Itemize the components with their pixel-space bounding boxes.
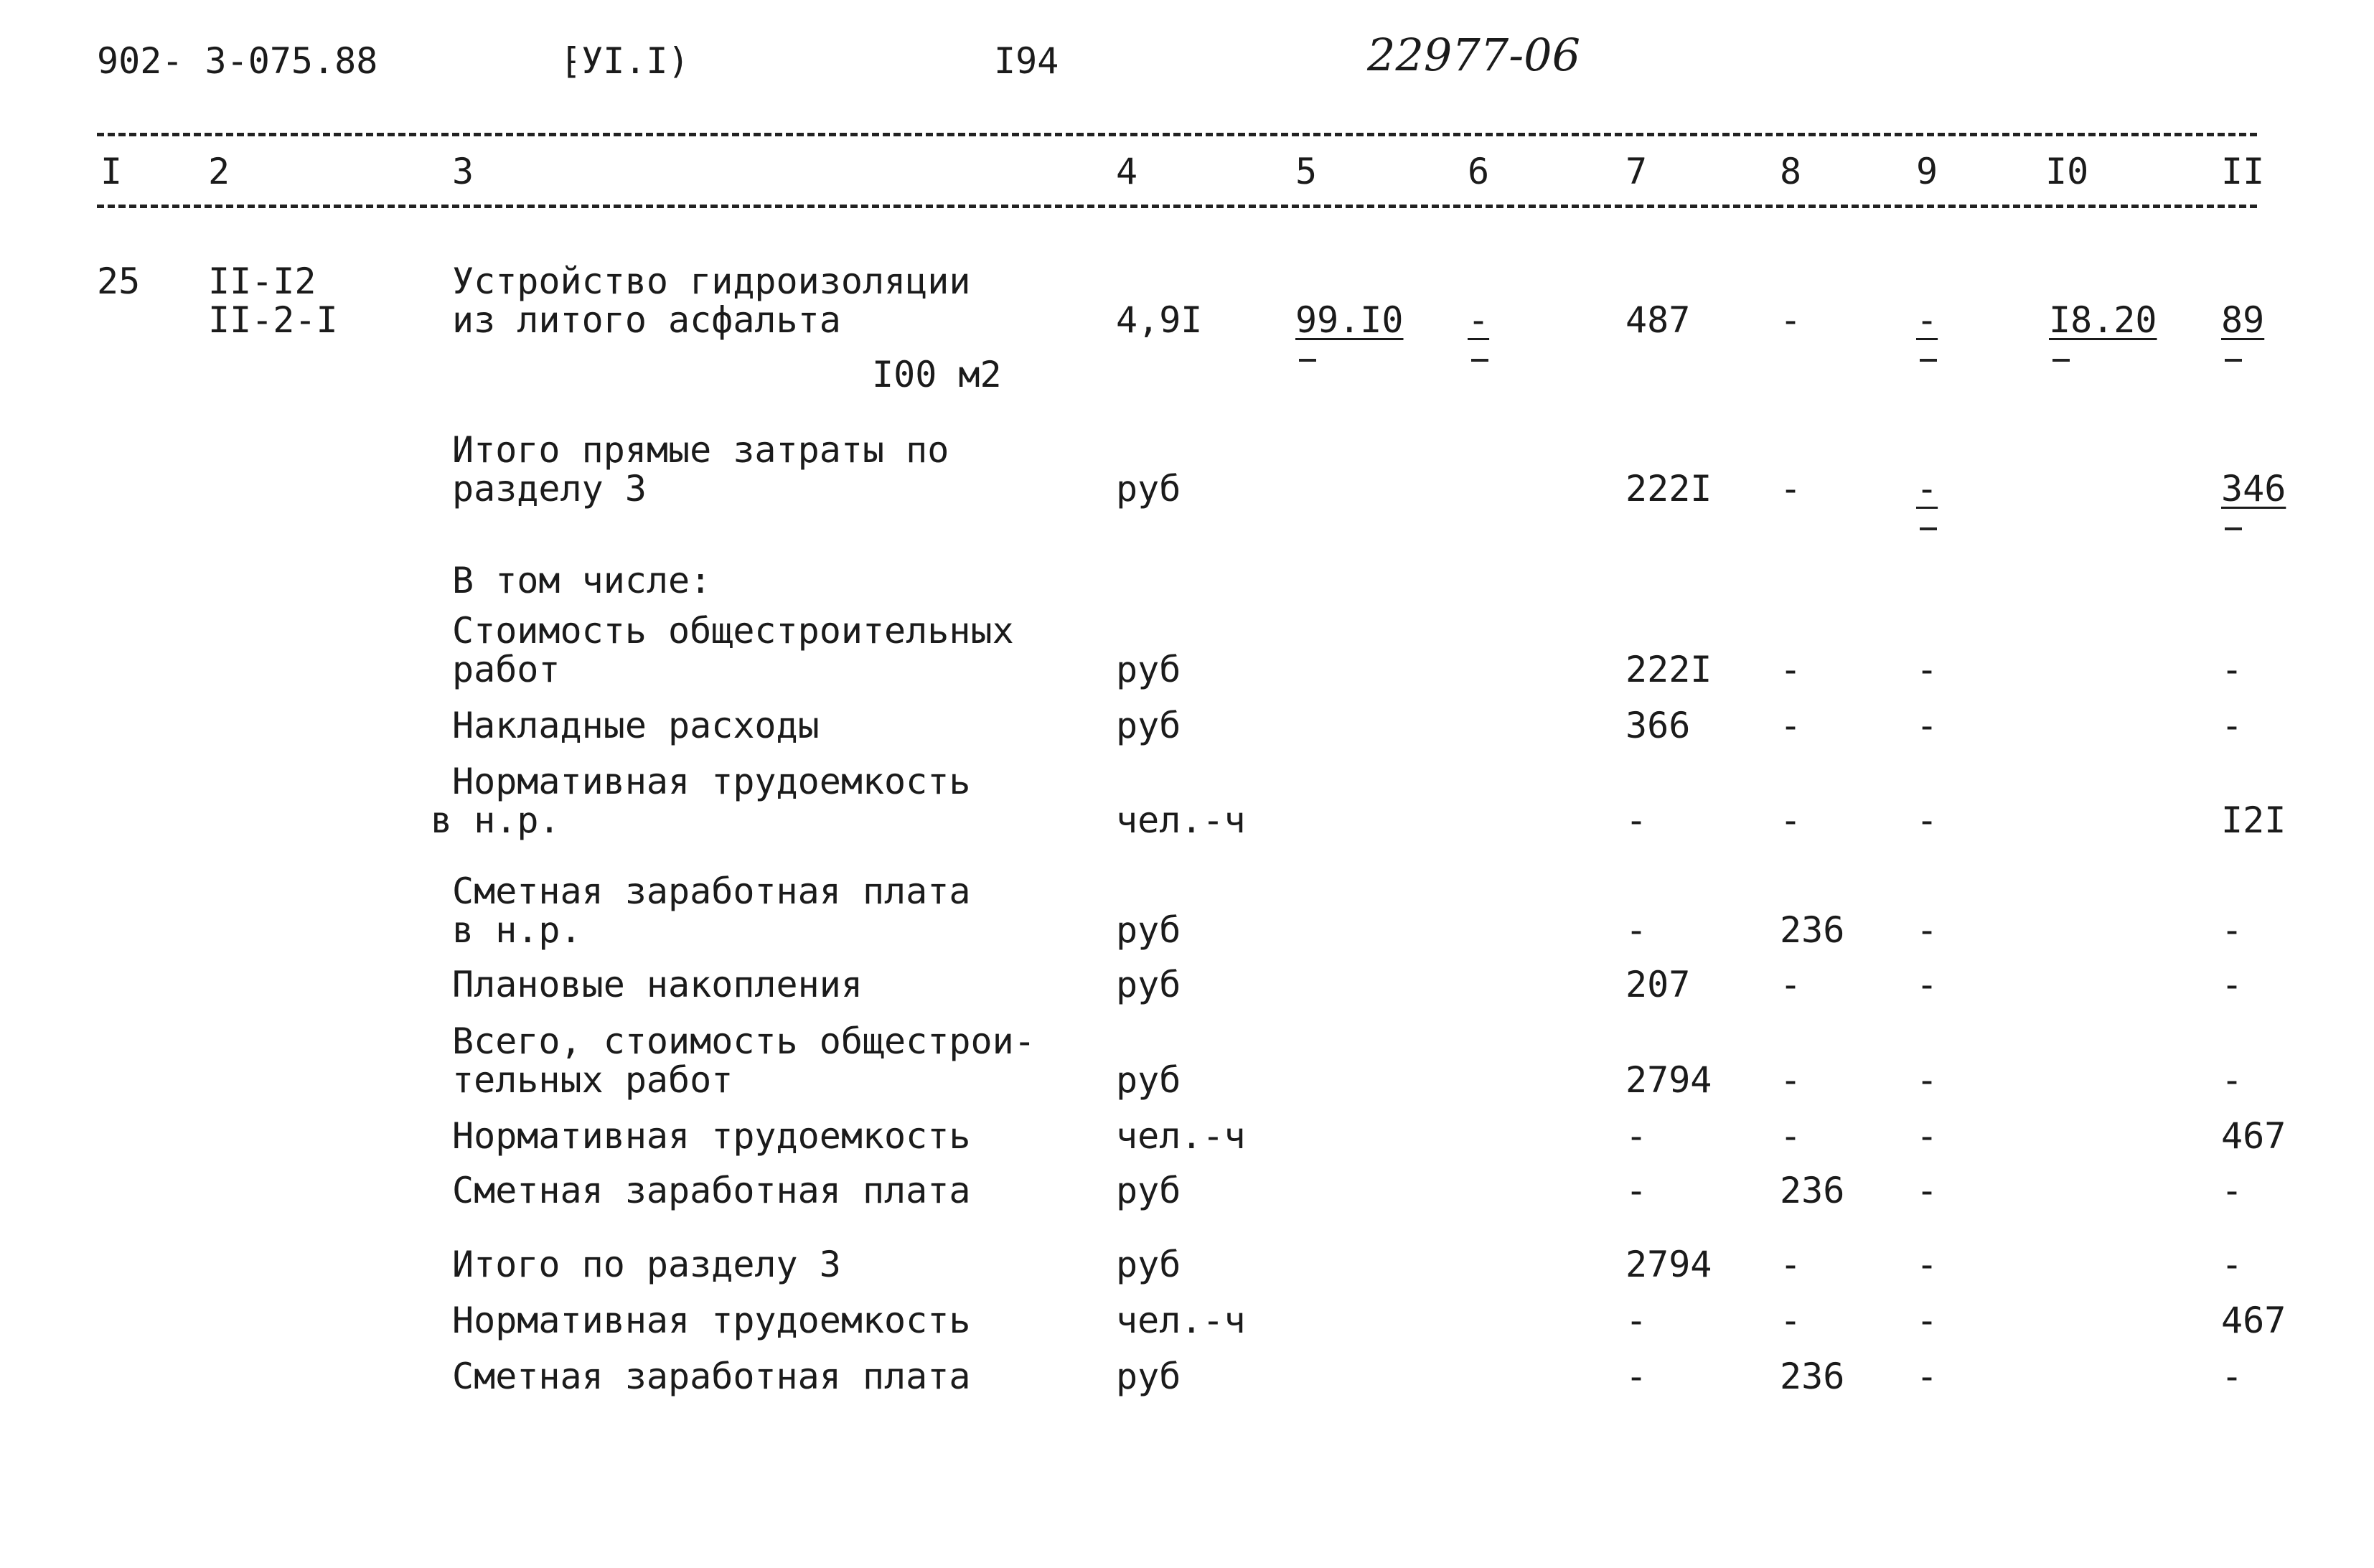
row-label: Итого прямые затраты по	[452, 429, 949, 471]
cell-col8: 236	[1780, 1356, 1845, 1397]
cell-col7: -	[1625, 1115, 1648, 1157]
cell-col7: -	[1625, 799, 1648, 841]
cell-col9: -	[1916, 468, 1938, 510]
row-label: Сметная заработная плата	[452, 1356, 971, 1397]
cell-col8: 236	[1780, 909, 1845, 951]
cell-col5: 99.I0	[1295, 299, 1404, 341]
sub-dash	[2052, 359, 2070, 362]
row-unit: чел.-ч	[1116, 1115, 1246, 1157]
row-unit: руб	[1116, 1356, 1181, 1397]
cell-col9: -	[1916, 705, 1938, 746]
cell-col8: -	[1780, 649, 1802, 690]
row-label: Сметная заработная плата	[452, 1170, 971, 1211]
cell-col8: -	[1780, 1244, 1802, 1285]
cell-col8: -	[1780, 468, 1802, 510]
cell-col11: -	[2221, 705, 2243, 746]
cell-col8: -	[1780, 299, 1802, 341]
item-code: II-I2	[208, 260, 316, 302]
col-header-4: 4	[1116, 151, 1138, 192]
cell-col7: 366	[1625, 705, 1691, 746]
col-header-9: 9	[1916, 151, 1938, 192]
cell-col11: -	[2221, 1244, 2243, 1285]
cell-col9: -	[1916, 1300, 1938, 1341]
cell-col11: 89	[2221, 299, 2265, 341]
cell-col11: -	[2221, 1059, 2243, 1101]
cell-col8: -	[1780, 964, 1802, 1005]
row-label: Сметная заработная плата	[452, 870, 971, 912]
sub-dash	[1920, 359, 1937, 362]
row-label: в н.р.	[452, 909, 582, 951]
row-label: Нормативная трудоемкость	[452, 1300, 971, 1341]
item-number: 25	[97, 260, 141, 302]
cell-col9: -	[1916, 799, 1938, 841]
row-unit: чел.-ч	[1116, 1300, 1246, 1341]
cell-col7: 487	[1625, 299, 1691, 341]
row-unit: руб	[1116, 1170, 1181, 1211]
cell-col9: -	[1916, 909, 1938, 951]
row-label: Нормативная трудоемкость	[452, 761, 971, 802]
cell-col11: 467	[2221, 1115, 2286, 1157]
col-header-8: 8	[1780, 151, 1802, 192]
cell-col8: -	[1780, 1059, 1802, 1101]
cell-col11: -	[2221, 964, 2243, 1005]
col-header-1: I	[100, 151, 123, 192]
row-unit: руб	[1116, 705, 1181, 746]
col-header-5: 5	[1295, 151, 1318, 192]
col-header-11: II	[2221, 151, 2265, 192]
row-label: Итого по разделу 3	[452, 1244, 841, 1285]
cell-col7: 207	[1625, 964, 1691, 1005]
sub-dash	[1471, 359, 1488, 362]
cell-col8: 236	[1780, 1170, 1845, 1211]
handwritten-number: 22977-06	[1367, 29, 1581, 81]
row-label: Накладные расходы	[452, 705, 820, 746]
cell-col7: -	[1625, 1356, 1648, 1397]
cell-col9: -	[1916, 1059, 1938, 1101]
row-unit: руб	[1116, 649, 1181, 690]
sub-dash	[2225, 359, 2242, 362]
cell-col11: 467	[2221, 1300, 2286, 1341]
row-unit: чел.-ч	[1116, 799, 1246, 841]
cell-col11: -	[2221, 1356, 2243, 1397]
item-code: II-2-I	[208, 299, 338, 341]
cell-col9: -	[1916, 1244, 1938, 1285]
col-header-2: 2	[208, 151, 230, 192]
row-label: Плановые накопления	[452, 964, 863, 1005]
row-label: Нормативная трудоемкость	[452, 1115, 971, 1157]
cell-col9: -	[1916, 1115, 1938, 1157]
row-unit: руб	[1116, 1059, 1181, 1101]
sub-dash	[1920, 527, 1937, 530]
cell-col9: -	[1916, 1356, 1938, 1397]
cell-col7: 2794	[1625, 1059, 1712, 1101]
item-unit: I00 м2	[872, 354, 1002, 395]
cell-col11: I2I	[2221, 799, 2286, 841]
cell-col8: -	[1780, 1300, 1802, 1341]
cell-col9: -	[1916, 299, 1938, 341]
row-label: в н.р.	[431, 799, 560, 841]
cell-col6: -	[1468, 299, 1490, 341]
sub-dash	[1299, 359, 1316, 362]
row-label: Всего, стоимость общестрои-	[452, 1020, 1036, 1062]
col-header-6: 6	[1468, 151, 1490, 192]
header-rule-top	[97, 133, 2257, 136]
cell-col8: -	[1780, 1115, 1802, 1157]
cell-col9: -	[1916, 1170, 1938, 1211]
page-number: I94	[994, 40, 1059, 82]
cell-col8: -	[1780, 705, 1802, 746]
row-unit: руб	[1116, 909, 1181, 951]
cell-col11: 346	[2221, 468, 2286, 510]
cell-col7: -	[1625, 1300, 1648, 1341]
cell-col11: -	[2221, 1170, 2243, 1211]
cell-col11: -	[2221, 649, 2243, 690]
row-label: тельных работ	[452, 1059, 733, 1101]
row-unit: руб	[1116, 468, 1181, 510]
col-header-7: 7	[1625, 151, 1648, 192]
row-label: работ	[452, 649, 560, 690]
cell-col7: 222I	[1625, 649, 1712, 690]
cell-col8: -	[1780, 799, 1802, 841]
row-label: разделу 3	[452, 468, 647, 510]
header-rule-bottom	[97, 205, 2257, 208]
cell-col7: 222I	[1625, 468, 1712, 510]
subtotal-caption: В том числе:	[452, 560, 712, 601]
cell-col10: I8.20	[2049, 299, 2157, 341]
col-header-10: I0	[2045, 151, 2089, 192]
cell-col7: 2794	[1625, 1244, 1712, 1285]
row-unit: руб	[1116, 964, 1181, 1005]
cell-col11: -	[2221, 909, 2243, 951]
cell-col9: -	[1916, 964, 1938, 1005]
sub-dash	[2225, 527, 2242, 530]
item-quantity: 4,9I	[1116, 299, 1203, 341]
item-name: из литого асфальта	[452, 299, 841, 341]
cell-col7: -	[1625, 1170, 1648, 1211]
col-header-3: 3	[452, 151, 474, 192]
section-number: ⁅УI.I)	[560, 40, 690, 82]
cell-col9: -	[1916, 649, 1938, 690]
row-unit: руб	[1116, 1244, 1181, 1285]
row-label: Стоимость общестроительных	[452, 610, 1014, 652]
item-name: Устройство гидроизоляции	[452, 260, 971, 302]
cell-col7: -	[1625, 909, 1648, 951]
document-code: 902- 3-075.88	[97, 40, 378, 82]
